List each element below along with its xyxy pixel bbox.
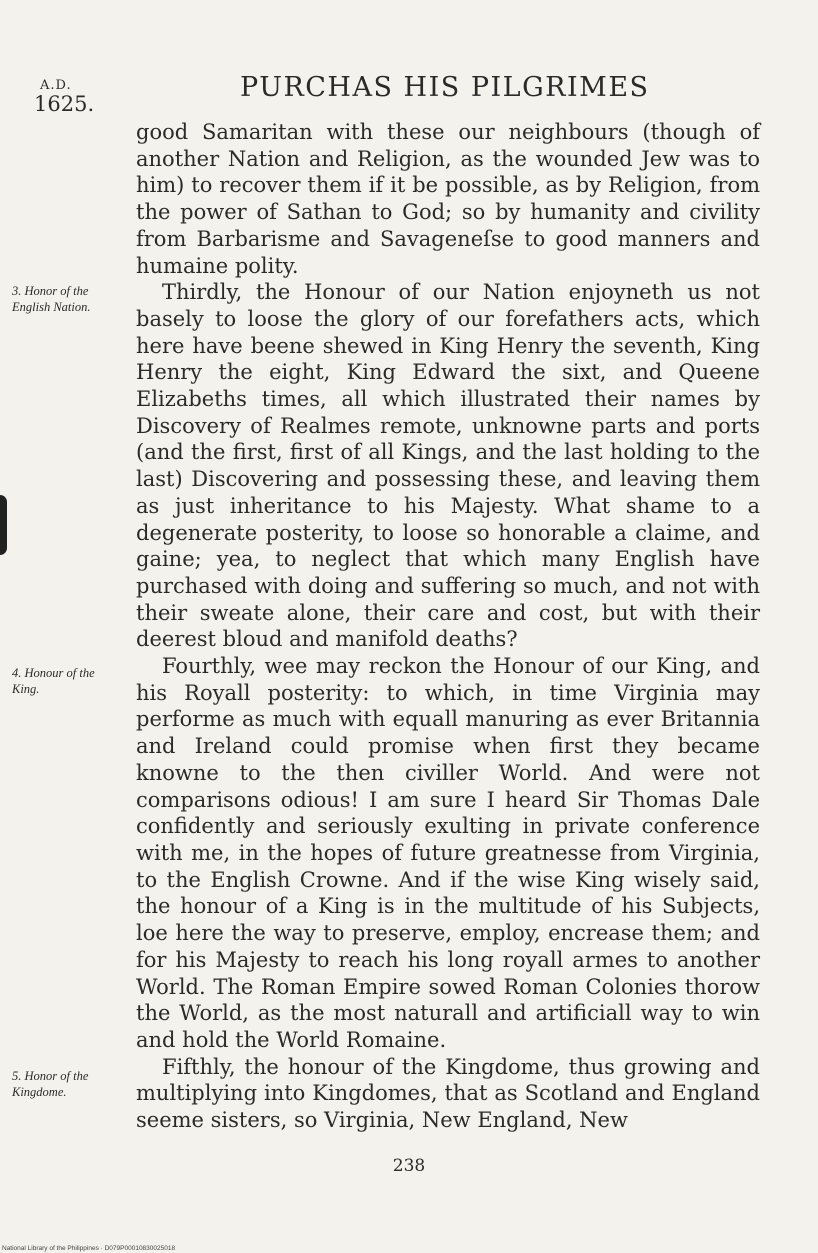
margin-note-honour-king: 4. Honour of the King.	[12, 666, 95, 696]
running-title: PURCHAS HIS PILGRIMES	[240, 72, 650, 103]
page-edge-shadow	[0, 495, 7, 555]
scan-credit: National Library of the Philippines · D079P00010830025018	[2, 1245, 176, 1252]
margin-note-honor-kingdome: 5. Honor of the Kingdome.	[12, 1069, 89, 1099]
margin-note-honor-nation: 3. Honor of the English Nation.	[12, 284, 91, 314]
paragraph-honour-nation: Thirdly, the Honour of our Nation enjoyneth us not basely to loose the glory of our forefathers acts, which here have beene shewed in King Henry the seventh, King Henry the eight, King Edward the sixt, and Queene Elizabeths times, all which illustrated their names by Discovery of Realmes remote, unknowne parts and ports (and the first, first of all Kings, and the last holding to the last) Discovering and possessing these, and leaving them as just inheritance to his Majesty. What shame to a degenerate posterity, to loose so honorable a claime, and gaine; yea, to neglect that which many English have purchased with doing and suffering so much, and not with their sweate alone, their care and cost, but with their deerest bloud and manifold deaths?	[136, 280, 760, 652]
page-number: 238	[392, 1156, 426, 1176]
year-prefix: A.D.	[40, 78, 72, 93]
paragraph-honour-kingdome: Fifthly, the honour of the Kingdome, thus growing and multiplying into Kingdomes, that as Scotland and England seeme sisters, so Virginia, New England, New	[136, 1054, 760, 1133]
year: 1625.	[34, 92, 95, 116]
paragraph-honour-king: Fourthly, wee may reckon the Honour of our King, and his Royall posterity: to which, in time Virginia may performe as much with equall manuring as ever Britannia and Ireland could promise when first they became knowne to the then civiller World. And were not comparisons odious! I am sure I heard Sir Thomas Dale confidently and seriously exulting in private conference with me, in the hopes of future greatnesse from Virginia, to the English Crowne. And if the wise King wisely said, the honour of a King is in the multitude of his Subjects, loe here the way to preserve, employ, encrease them; and for his Majesty to reach his long royall armes to another World. The Roman Empire sowed Roman Colonies thorow the World, as the most naturall and artificiall way to win and hold the World Romaine.	[136, 654, 760, 1052]
body-text	[136, 119, 760, 1134]
paragraph-samaritan: good Samaritan with these our neighbours (though of another Nation and Religion, as the wounded Jew was to him) to recover them if it be possible, as by Religion, from the power of Sathan to God; so by humanity and civility from Barbarisme and Savageneſse to good manners and humaine polity.	[136, 120, 760, 278]
